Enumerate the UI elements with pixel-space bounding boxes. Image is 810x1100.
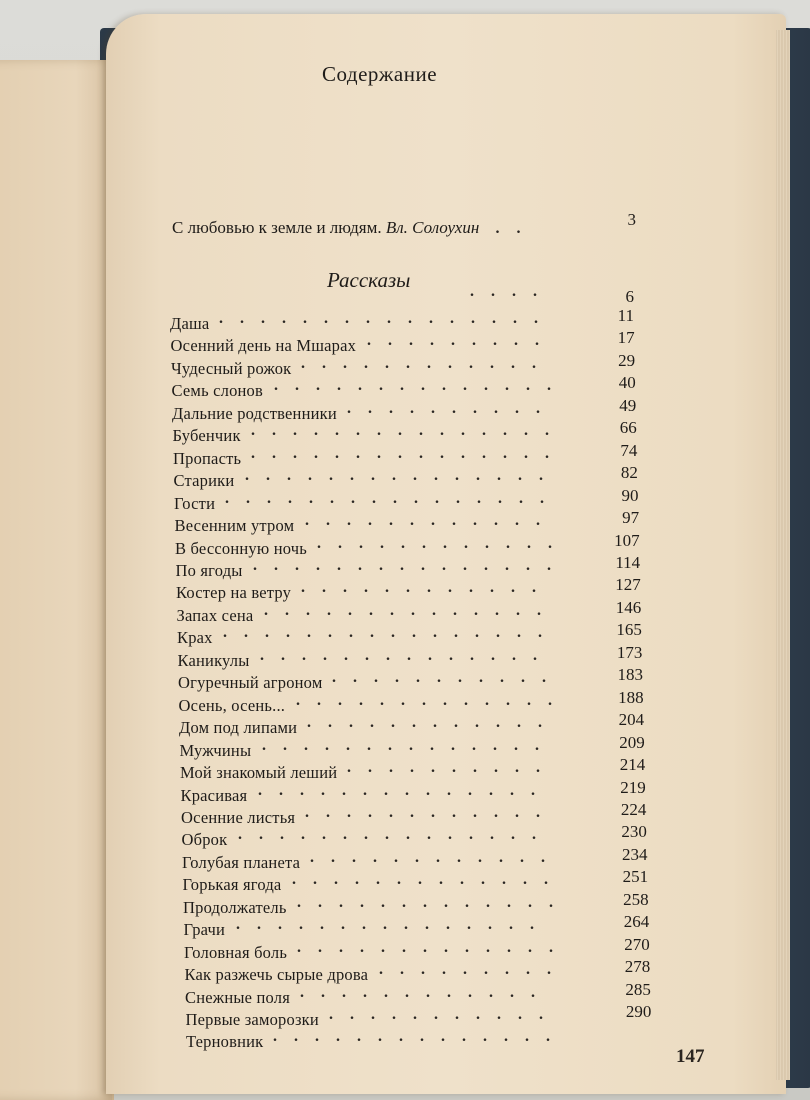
toc-entry-title: Терновник <box>186 1032 264 1052</box>
toc-entry-page-number: 90 <box>621 485 639 505</box>
toc-entry-page-number: 127 <box>615 575 641 595</box>
toc-entry-title: Первые заморозки <box>185 1009 319 1029</box>
toc-entry-page-number: 234 <box>622 844 648 864</box>
toc-entry-title: Осенний день на Мшарах <box>170 336 357 356</box>
toc-entry-title: Семь слонов <box>171 381 263 401</box>
toc-entry-page-number: 114 <box>615 553 641 572</box>
toc-entry-page-number: 97 <box>622 508 640 527</box>
toc-entry-leader: . . . . . . . . . . . . . . <box>264 601 548 619</box>
toc-entry-title: Старики <box>173 471 235 491</box>
toc-entry-page-number: 290 <box>625 1001 652 1021</box>
toc-entry-leader: . . . . . . . . . <box>379 961 558 978</box>
toc-entry-leader: . . . . . . . . . . . . . . . <box>245 467 550 485</box>
section-page-number: 6 <box>625 287 634 306</box>
folio-page-number: 147 <box>676 1046 705 1067</box>
intro-title: С любовью к земле и людям. <box>172 218 382 237</box>
toc-entry-page-number: 29 <box>618 350 636 370</box>
toc-entry-page-number: 278 <box>624 957 651 976</box>
toc-entry-page-number: 40 <box>618 373 636 393</box>
toc-entry-title: Горькая ягода <box>182 875 282 895</box>
toc-entry-title: Как разжечь сырые дрова <box>184 965 369 984</box>
toc-entry-page-number: 230 <box>621 822 647 842</box>
toc-entry-title: Весенним утром <box>174 516 295 535</box>
toc-entry-leader: . . . . . . . . . . . <box>329 1005 550 1023</box>
toc-entry-page-number: 173 <box>616 642 643 662</box>
toc-entry-leader: . . . . . . . . . . . . . <box>292 871 555 889</box>
toc-entry-leader: . . . . . . . . . . . . . . <box>262 736 546 754</box>
toc-entry-leader: . . . . . . . . . <box>367 332 546 350</box>
toc-entry-leader: . . . . . . . . . . . . . <box>296 691 559 709</box>
toc-entry-title: Бубенчик <box>172 426 241 446</box>
toc-entry-leader: . . . . . . . . . . . . . . . . <box>225 489 551 507</box>
toc-entry-page-number: 214 <box>619 755 646 774</box>
toc-entry-title: Продолжатель <box>183 897 287 917</box>
toc-entry-title: Костер на ветру <box>176 583 292 603</box>
toc-entry-leader: . . . . . . . . . . . . . . . . <box>223 624 549 642</box>
toc-entry-title: Мой знакомый леший <box>180 763 338 782</box>
toc-entry-leader: . . . . . . . . . . . . . . . <box>253 557 558 574</box>
toc-entry-leader: . . . . . . . . . . <box>347 759 547 776</box>
toc-entry-page-number: 74 <box>620 440 638 460</box>
toc-entry-page-number: 17 <box>617 328 635 348</box>
toc-entry-page-number: 49 <box>619 395 637 415</box>
toc-entry-title: Головная боль <box>184 942 288 962</box>
section-heading: Рассказы <box>327 268 411 292</box>
toc-entry-leader: . . . . . . . . . . . . <box>300 983 542 1001</box>
toc-entry-leader: . . . . . . . . . . . . . . . . <box>219 310 545 327</box>
toc-entry-page-number: 11 <box>617 306 634 325</box>
toc-entry-leader: . . . . . . . . . . . . . . <box>274 377 558 395</box>
toc-entry-page-number: 146 <box>615 597 642 617</box>
toc-entry-title: В бессонную ночь <box>175 538 307 558</box>
toc-entry-title: По ягоды <box>175 561 243 580</box>
intro-page-number: 3 <box>627 210 636 229</box>
toc-entry-page-number: 165 <box>616 620 642 640</box>
toc-entry-page-number: 107 <box>614 530 640 550</box>
toc-entry-leader: . . . . . . . . . . . . . . . <box>251 444 556 462</box>
toc-entry-title: Дальние родственники <box>172 403 337 423</box>
toc-entry-title: Дом под липами <box>179 718 298 738</box>
toc-entry-title: Крах <box>177 628 213 648</box>
toc-entry-title: Чудесный рожок <box>171 358 292 378</box>
toc-entry-title: Осенние листья <box>181 807 296 827</box>
toc-entry-leader: . . . . . . . . . . . . <box>307 714 549 732</box>
toc-entry-page-number: 264 <box>623 912 650 932</box>
toc-entry-page-number: 285 <box>625 979 651 999</box>
toc-entry-leader: . . . . . . . . . . . . <box>301 579 543 597</box>
toc-entry-leader: . . . . . . . . . . . . . <box>297 938 560 956</box>
toc-entry-page-number: 183 <box>617 665 643 685</box>
toc-entry-title: Гости <box>174 493 216 513</box>
toc-entry-page-number: 66 <box>619 418 637 438</box>
toc-entry-leader: . . . . . . . . . . . . <box>301 354 543 372</box>
toc-entry-leader: . . . . . . . . . . . . <box>305 803 547 821</box>
page-edges <box>776 30 790 1080</box>
toc-entry-title: Каникулы <box>177 650 250 670</box>
toc-entry-leader: . . . . . . . . . . <box>347 399 547 417</box>
toc-entry-leader: . . . . . . . . . . . . . . <box>258 781 542 799</box>
toc-entry-title: Даша <box>170 314 210 333</box>
toc-entry-leader: . . . . . . . . . . . <box>332 669 553 687</box>
toc-entry-page-number: 82 <box>620 463 638 483</box>
intro-leader: . . <box>495 220 528 237</box>
toc-entry-title: Пропасть <box>173 448 242 468</box>
toc-entry-title: Огуречный агроном <box>178 673 323 693</box>
intro-author: Вл. Солоухин <box>385 218 480 237</box>
toc-entry-page-number: 258 <box>623 889 649 909</box>
toc-entry-title: Снежные поля <box>185 987 291 1007</box>
toc-entry-title: Мужчины <box>179 740 252 760</box>
toc-entry-page-number: 188 <box>618 687 644 707</box>
toc-entry-title: Запах сена <box>176 605 254 625</box>
toc-entry-page-number: 209 <box>619 732 645 752</box>
toc-entry-leader: . . . . . . . . . . . . . . . <box>238 826 543 844</box>
page-title: Содержание <box>322 62 438 86</box>
toc-entry-leader: . . . . . . . . . . . . <box>305 512 547 529</box>
toc-entry-leader: . . . . . . . . . . . . <box>317 534 559 552</box>
toc-entry-leader: . . . . . . . . . . . . . . . <box>251 422 556 440</box>
toc-entry-page-number: 251 <box>622 867 649 887</box>
toc-entry-page-number: 224 <box>620 799 647 819</box>
section-leader: . . . . <box>470 283 544 300</box>
toc-entry-title: Оброк <box>181 830 228 850</box>
toc-entry-page-number: 204 <box>618 710 645 730</box>
toc-entry-leader: . . . . . . . . . . . . <box>310 848 552 866</box>
left-page <box>0 60 114 1100</box>
toc-entry-leader: . . . . . . . . . . . . . . <box>260 646 544 664</box>
toc-entry-title: Грачи <box>183 920 226 940</box>
toc-entry-leader: . . . . . . . . . . . . . . . <box>236 916 541 934</box>
toc-entry-leader: . . . . . . . . . . . . . <box>297 893 560 911</box>
toc-entry-title: Красивая <box>180 785 248 805</box>
intro-entry <box>172 218 527 238</box>
toc-entry-page-number: 270 <box>624 934 650 954</box>
toc-entry-page-number: 219 <box>620 777 646 797</box>
toc-entry-title: Осень, осень... <box>178 695 286 715</box>
toc-entry-title: Голубая планета <box>182 852 301 872</box>
toc-entry-leader: . . . . . . . . . . . . . . <box>273 1028 557 1046</box>
